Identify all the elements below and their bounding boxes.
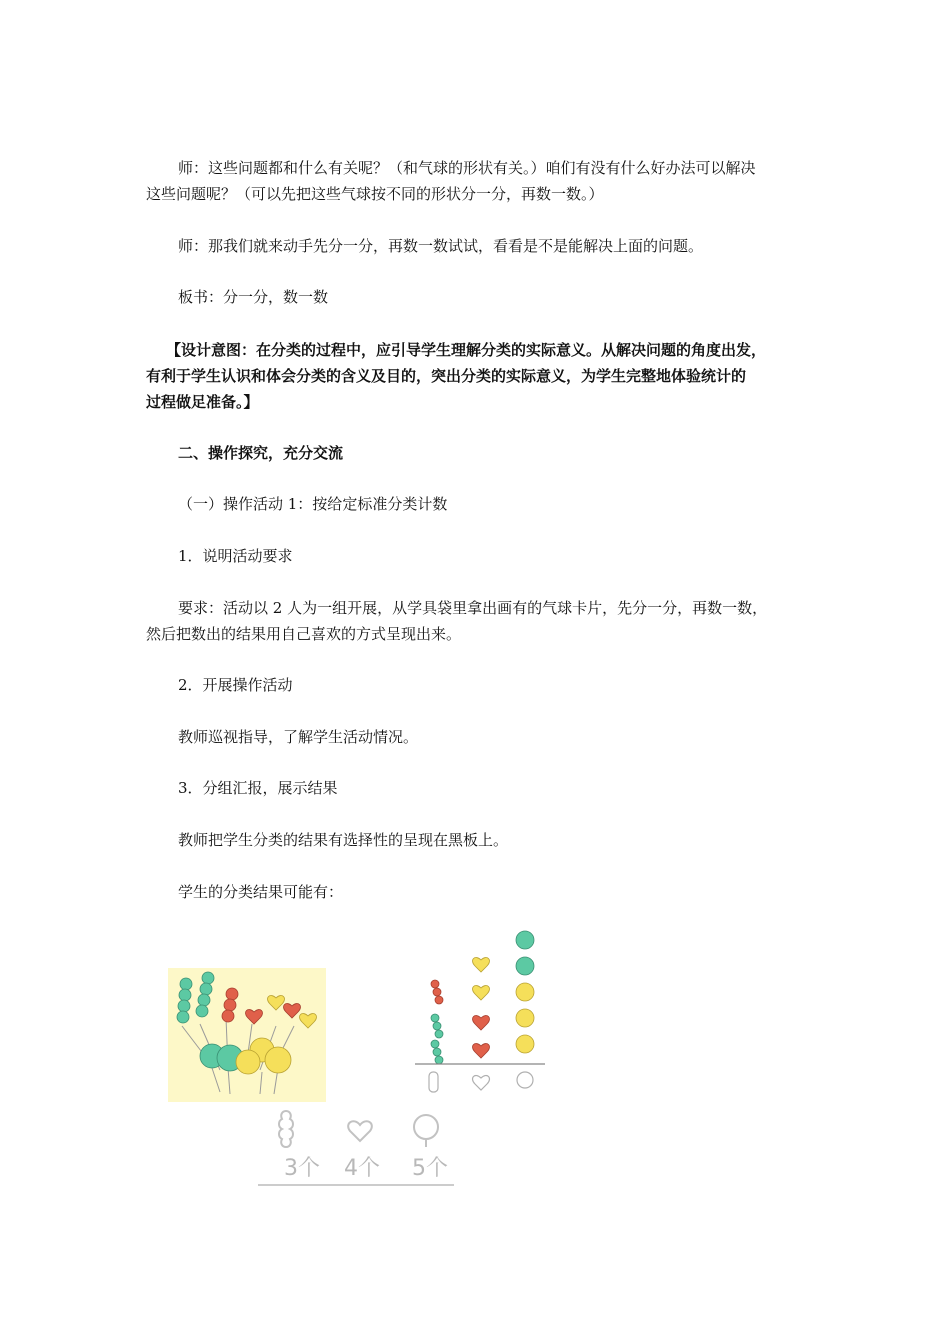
subsection-heading: （一）操作活动 1：按给定标准分类计数 bbox=[178, 495, 448, 513]
section-heading: 二、操作探究，充分交流 bbox=[178, 444, 344, 462]
design-intent-line: 【设计意图：在分类的过程中，应引导学生理解分类的实际意义。从解决问题的角度出发， bbox=[166, 341, 767, 359]
paragraph-line: 师：这些问题都和什么有关呢？（和气球的形状有关。）咱们有没有什么好办法可以解决 bbox=[178, 159, 756, 177]
count-label: 5个 bbox=[412, 1156, 448, 1181]
paragraph: 师：那我们就来动手先分一分，再数一数试试，看看是不是能解决上面的问题。 bbox=[178, 237, 704, 255]
step-heading: 3．分组汇报，展示结果 bbox=[178, 779, 338, 797]
balloon-group-figure bbox=[168, 968, 326, 1102]
design-intent-line: 过程做足准备。】 bbox=[146, 393, 259, 411]
paragraph-line: 要求：活动以 2 人为一组开展，从学具袋里拿出画有的气球卡片，先分一分，再数一数， bbox=[178, 599, 768, 617]
step-heading: 1．说明活动要求 bbox=[178, 547, 293, 565]
count-label: 4个 bbox=[344, 1156, 380, 1181]
design-intent-line: 有利于学生认识和体会分类的含义及目的，突出分类的实际意义，为学生完整地体验统计的 bbox=[146, 367, 747, 385]
balloon-count-figure bbox=[258, 1103, 454, 1187]
paragraph-line: 然后把数出的结果用自己喜欢的方式呈现出来。 bbox=[146, 625, 462, 643]
paragraph: 学生的分类结果可能有： bbox=[178, 883, 344, 901]
count-label: 3个 bbox=[284, 1156, 320, 1181]
step-heading: 2．开展操作活动 bbox=[178, 676, 293, 694]
paragraph-line: 这些问题呢？（可以先把这些气球按不同的形状分一分，再数一数。） bbox=[146, 185, 604, 203]
blackboard-note: 板书：分一分，数一数 bbox=[178, 288, 329, 306]
paragraph: 教师把学生分类的结果有选择性的呈现在黑板上。 bbox=[178, 831, 509, 849]
paragraph: 教师巡视指导，了解学生活动情况。 bbox=[178, 728, 419, 746]
balloon-pictograph-figure bbox=[415, 926, 545, 1096]
